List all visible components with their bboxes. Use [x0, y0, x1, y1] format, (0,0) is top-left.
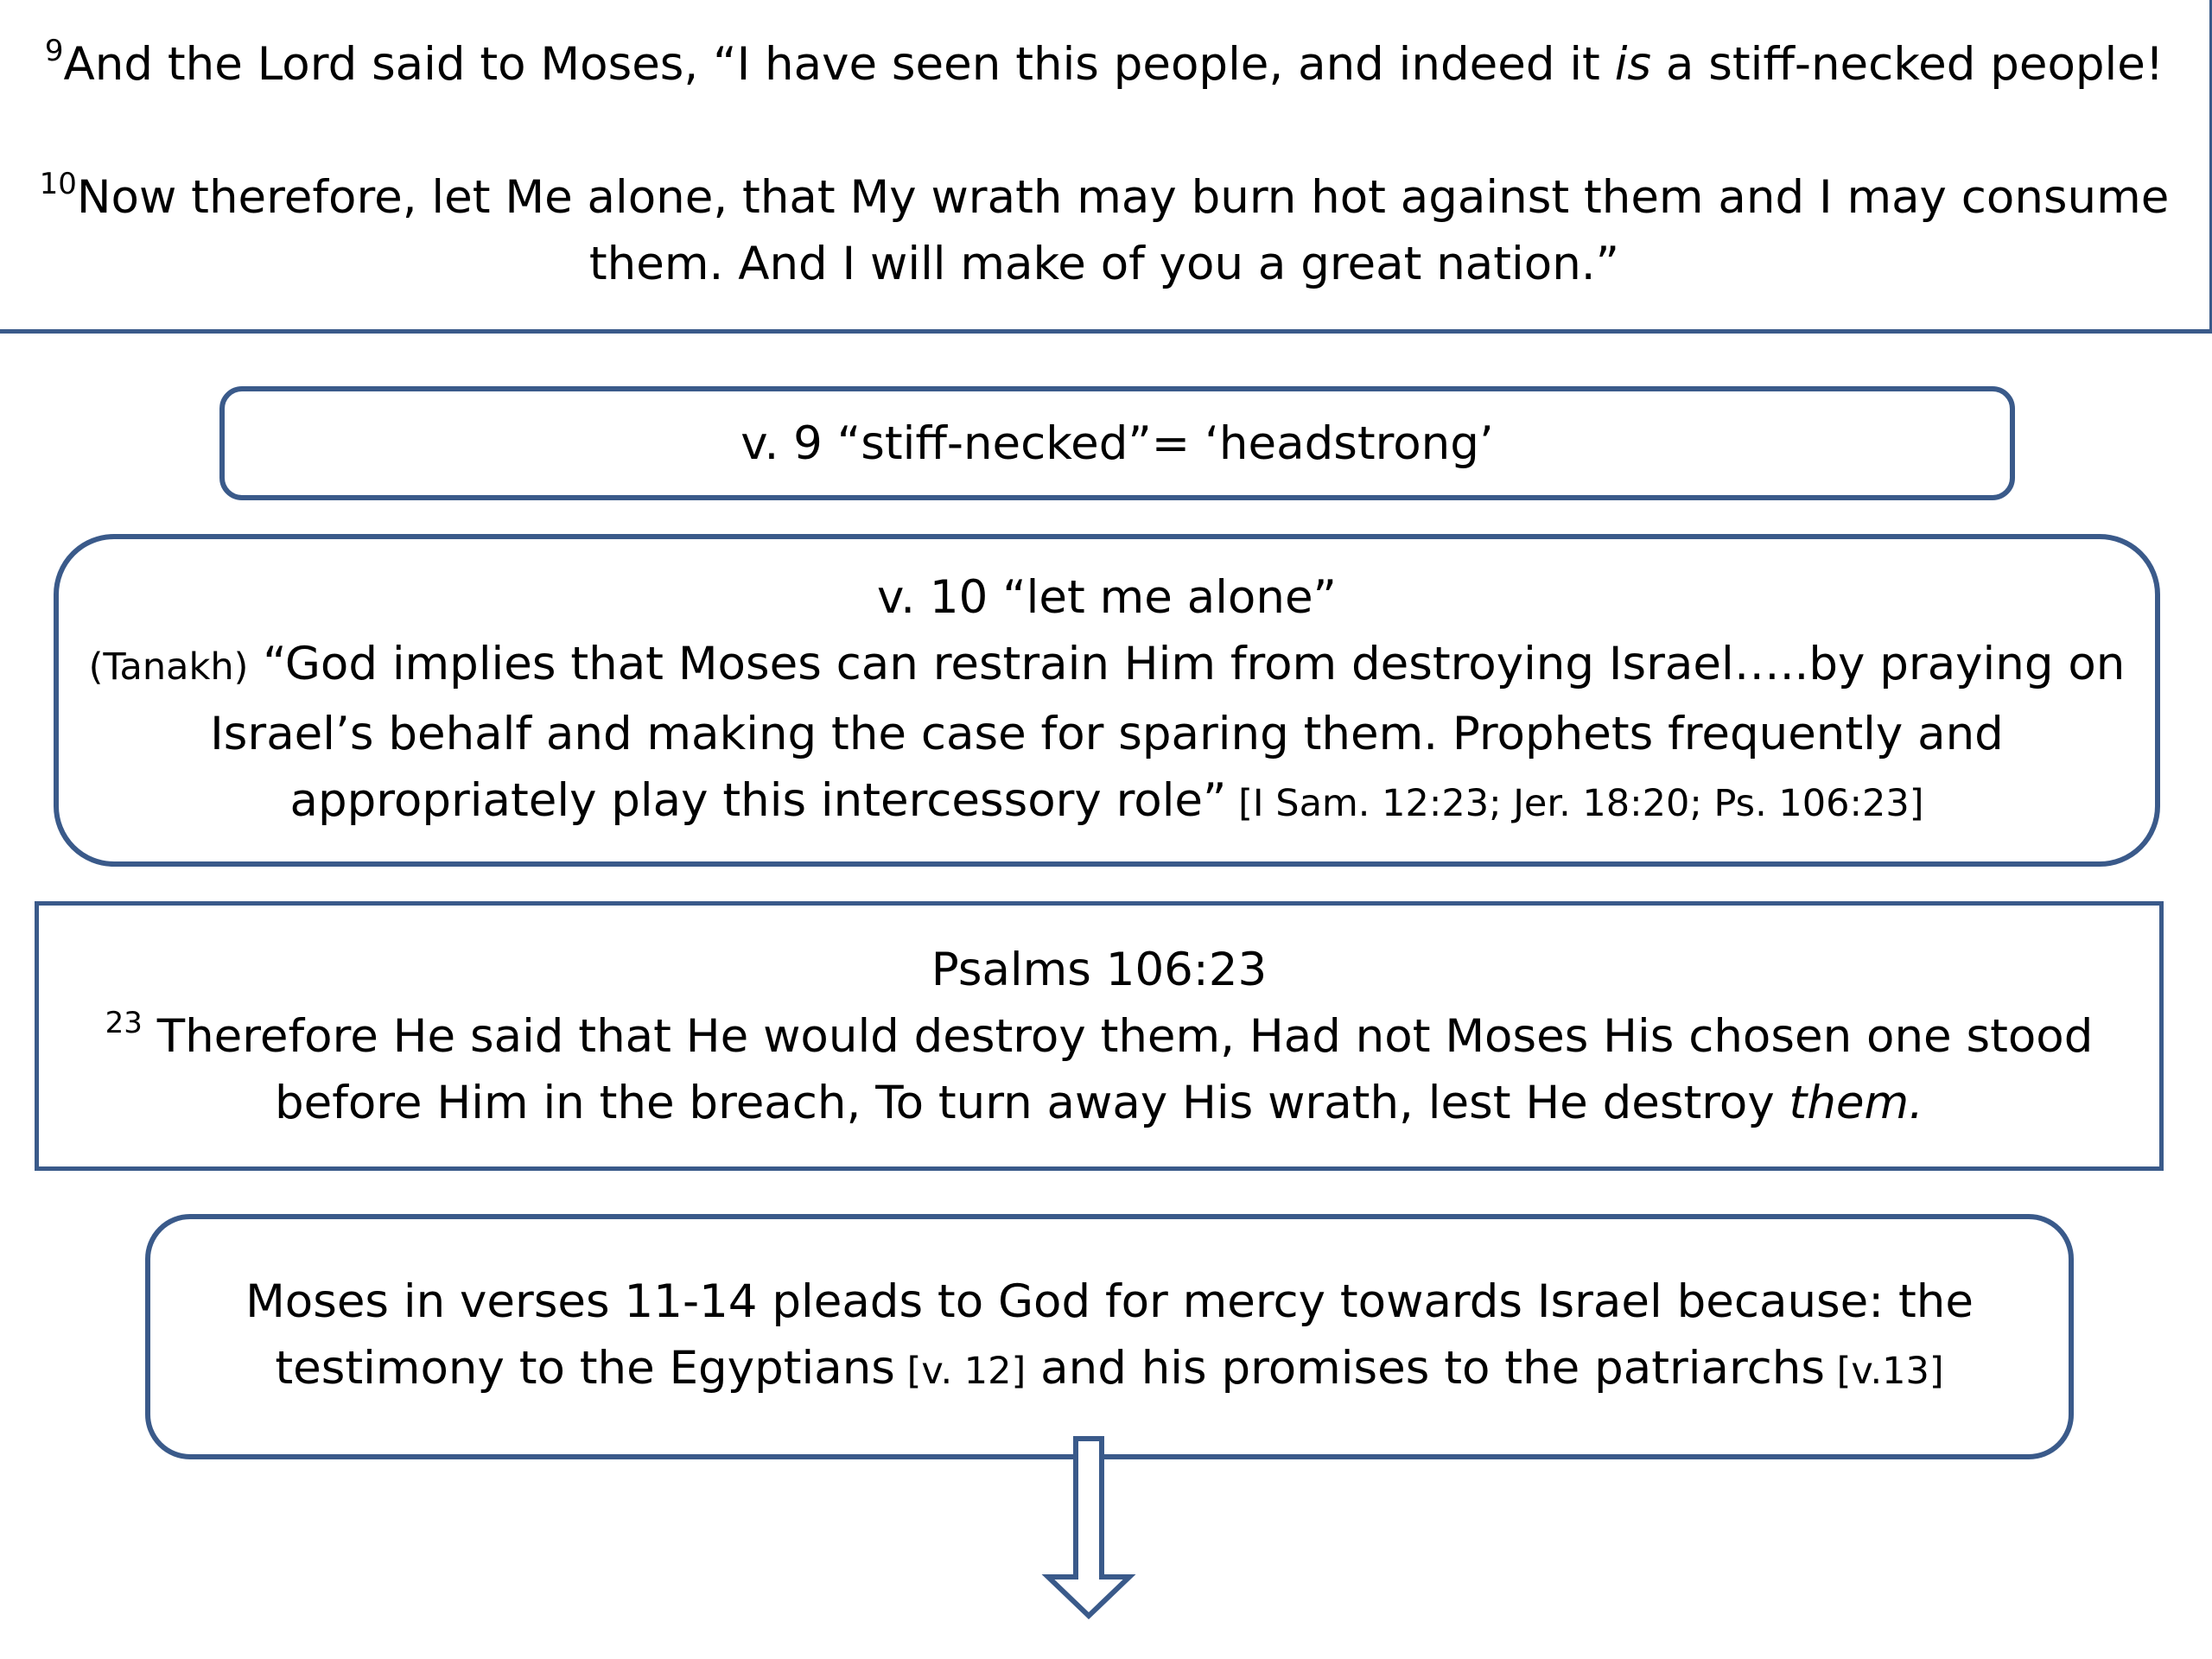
down-arrow-shape	[1048, 1439, 1129, 1616]
verse-9-number: 9	[44, 34, 64, 68]
let-me-alone-note-box	[54, 534, 2160, 867]
tanakh-quote: “God implies that Moses can restrain Him from destroying Israel…..by praying on Israel’s behalf and making the case for sparing them. Prophets frequently and appropriately play this intercessory role”	[210, 637, 2126, 827]
verse-9	[45, 31, 2164, 98]
let-me-alone-heading: v. 10 “let me alone”	[876, 570, 1338, 624]
moses-pleads-box	[145, 1214, 2074, 1459]
let-me-alone-commentary	[85, 631, 2129, 837]
psalms-verse	[65, 1003, 2133, 1136]
psalms-verse-italic: them.	[1789, 1076, 1924, 1129]
moses-pleads-text	[176, 1268, 2043, 1405]
exodus-verse-box	[0, 0, 2212, 334]
pleads-text-1: Moses in verses 11-14 pleads to God for mercy towards Israel because: the testimony to the Egyptians	[245, 1275, 1974, 1395]
stiff-necked-note: v. 9 “stiff-necked”= ‘headstrong’	[741, 416, 1494, 470]
psalms-verse-number: 23	[105, 1005, 143, 1040]
psalms-verse-box	[35, 901, 2164, 1171]
verse-10-text: Now therefore, let Me alone, that My wrath may burn hot against them and I may consume them. And I will make of you a great nation.”	[76, 171, 2170, 290]
psalms-verse-text: Therefore He said that He would destroy them, Had not Moses His chosen one stood before Him in the breach, To turn away His wrath, lest He destroy	[142, 1009, 2094, 1129]
verse-10	[16, 164, 2192, 297]
pleads-ref-1: [v. 12]	[894, 1350, 1027, 1393]
verse-9-end: a stiff-necked people!	[1651, 38, 2164, 91]
pleads-text-2: and his promises to the patriarchs	[1026, 1342, 1825, 1395]
tanakh-source: (Tanakh)	[88, 645, 249, 689]
psalms-heading: Psalms 106:23	[931, 943, 1268, 996]
pleads-ref-2: [v.13]	[1824, 1350, 1944, 1393]
down-arrow-icon	[1037, 1434, 1141, 1620]
stiff-necked-note-box	[219, 386, 2015, 500]
verse-9-italic: is	[1614, 38, 1652, 91]
cross-references: [I Sam. 12:23; Jer. 18:20; Ps. 106:23]	[1226, 781, 1924, 825]
verse-9-text: And the Lord said to Moses, “I have seen this people, and indeed it	[63, 38, 1615, 91]
verse-10-number: 10	[39, 167, 77, 201]
